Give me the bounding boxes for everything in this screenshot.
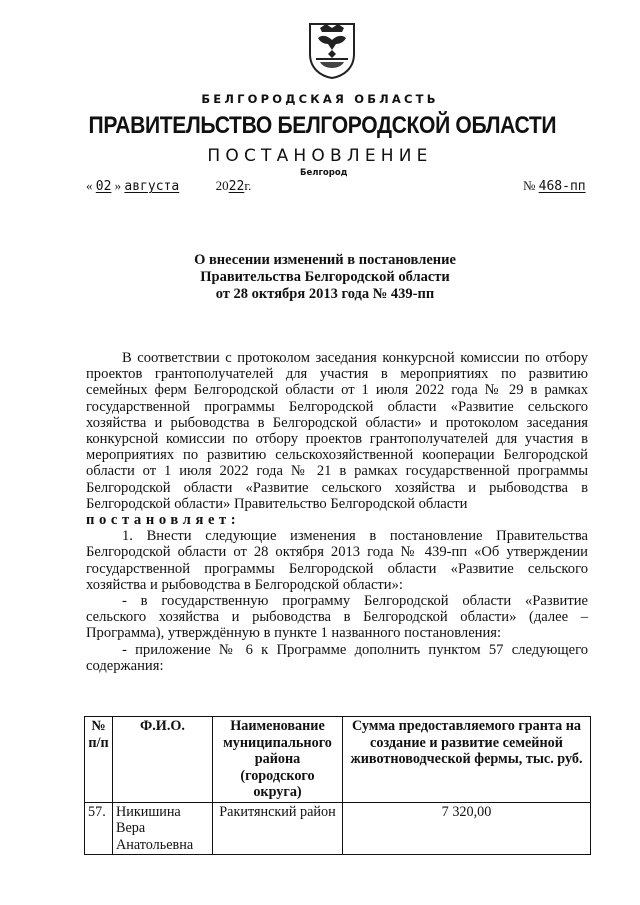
item-3-paragraph: - приложение № 6 к Программе дополнить пунктом 57 следующего содержания:: [86, 641, 588, 674]
document-number: [523, 178, 586, 194]
column-header-name: Ф.И.О.: [113, 717, 213, 803]
cell-district: Ракитянский район: [213, 802, 343, 855]
city-label: Белгород: [300, 168, 348, 178]
date-year-unit: г.: [244, 178, 252, 193]
cell-amount: 7 320,00: [343, 802, 591, 855]
date-close-quote: »: [114, 178, 122, 193]
document-type: ПОСТАНОВЛЕНИЕ: [207, 146, 433, 166]
cell-number: 57.: [85, 802, 113, 855]
document-body: [86, 350, 588, 674]
government-heading: ПРАВИТЕЛЬСТВО БЕЛГОРОДСКОЙ ОБЛАСТИ: [88, 112, 557, 139]
title-line: О внесении изменений в постановление: [194, 252, 456, 268]
document-title: [160, 252, 490, 303]
number-value: 468-пп: [538, 179, 586, 194]
belgorod-coat-of-arms-icon: [306, 20, 358, 80]
item-2-paragraph: - в государственную программу Белгородской области «Развитие сельского хозяйства и рыбоводства в Белгородской области» (далее – Программа), утверждённую в пункте 1 названного постановления:: [86, 593, 588, 642]
document-date: [86, 178, 251, 194]
table-row: [85, 802, 591, 855]
title-line: Правительства Белгородской области: [200, 269, 450, 285]
date-year-suffix: 22: [228, 179, 245, 194]
column-header-amount: Сумма предоставляемого гранта на создание и развитие семейной животноводческой фермы, тыс. руб.: [343, 717, 591, 803]
number-label: №: [523, 178, 536, 193]
preamble-paragraph: В соответствии с протоколом заседания конкурсной комиссии по отбору проектов грантополучателей для участия в мероприятиях по развитию семейных ферм Белгородской области от 1 июля 2022 года № 29 в рамках государственной программы Белгородской области «Развитие сельского хозяйства и рыбоводства в Белгородской области» и протоколом заседания конкурсной комиссии по отбору проектов грантополучателей для участия в мероприятиях по развитию сельскохозяйственной кооперации Белгородской области от 1 июля 2022 года № 21 в рамках государственной программы Белгородской области «Развитие сельского хозяйства и рыбоводства в Белгородской области» Правительство Белгородской области: [86, 350, 588, 512]
grant-table: [84, 716, 591, 855]
resolves-heading: постановляет:: [86, 512, 241, 529]
title-line: от 28 октября 2013 года № 439-пп: [215, 286, 435, 302]
date-open-quote: «: [86, 178, 93, 193]
table-header-row: [85, 717, 591, 803]
column-header-number: № п/п: [85, 717, 113, 803]
date-year-prefix: 20: [215, 178, 229, 193]
cell-name: Никишина Вера Анатольевна: [113, 802, 213, 855]
date-month: августа: [124, 179, 180, 194]
column-header-district: Наименование муниципального района (городского округа): [213, 717, 343, 803]
date-day: 02: [95, 179, 112, 194]
region-heading: БЕЛГОРОДСКАЯ ОБЛАСТЬ: [201, 92, 439, 106]
item-1-paragraph: 1. Внести следующие изменения в постановление Правительства Белгородской области от 28 октября 2013 года № 439-пп «Об утверждении государственной программы Белгородской области «Развитие сельского хозяйства и рыбоводства в Белгородской области»:: [86, 528, 588, 593]
